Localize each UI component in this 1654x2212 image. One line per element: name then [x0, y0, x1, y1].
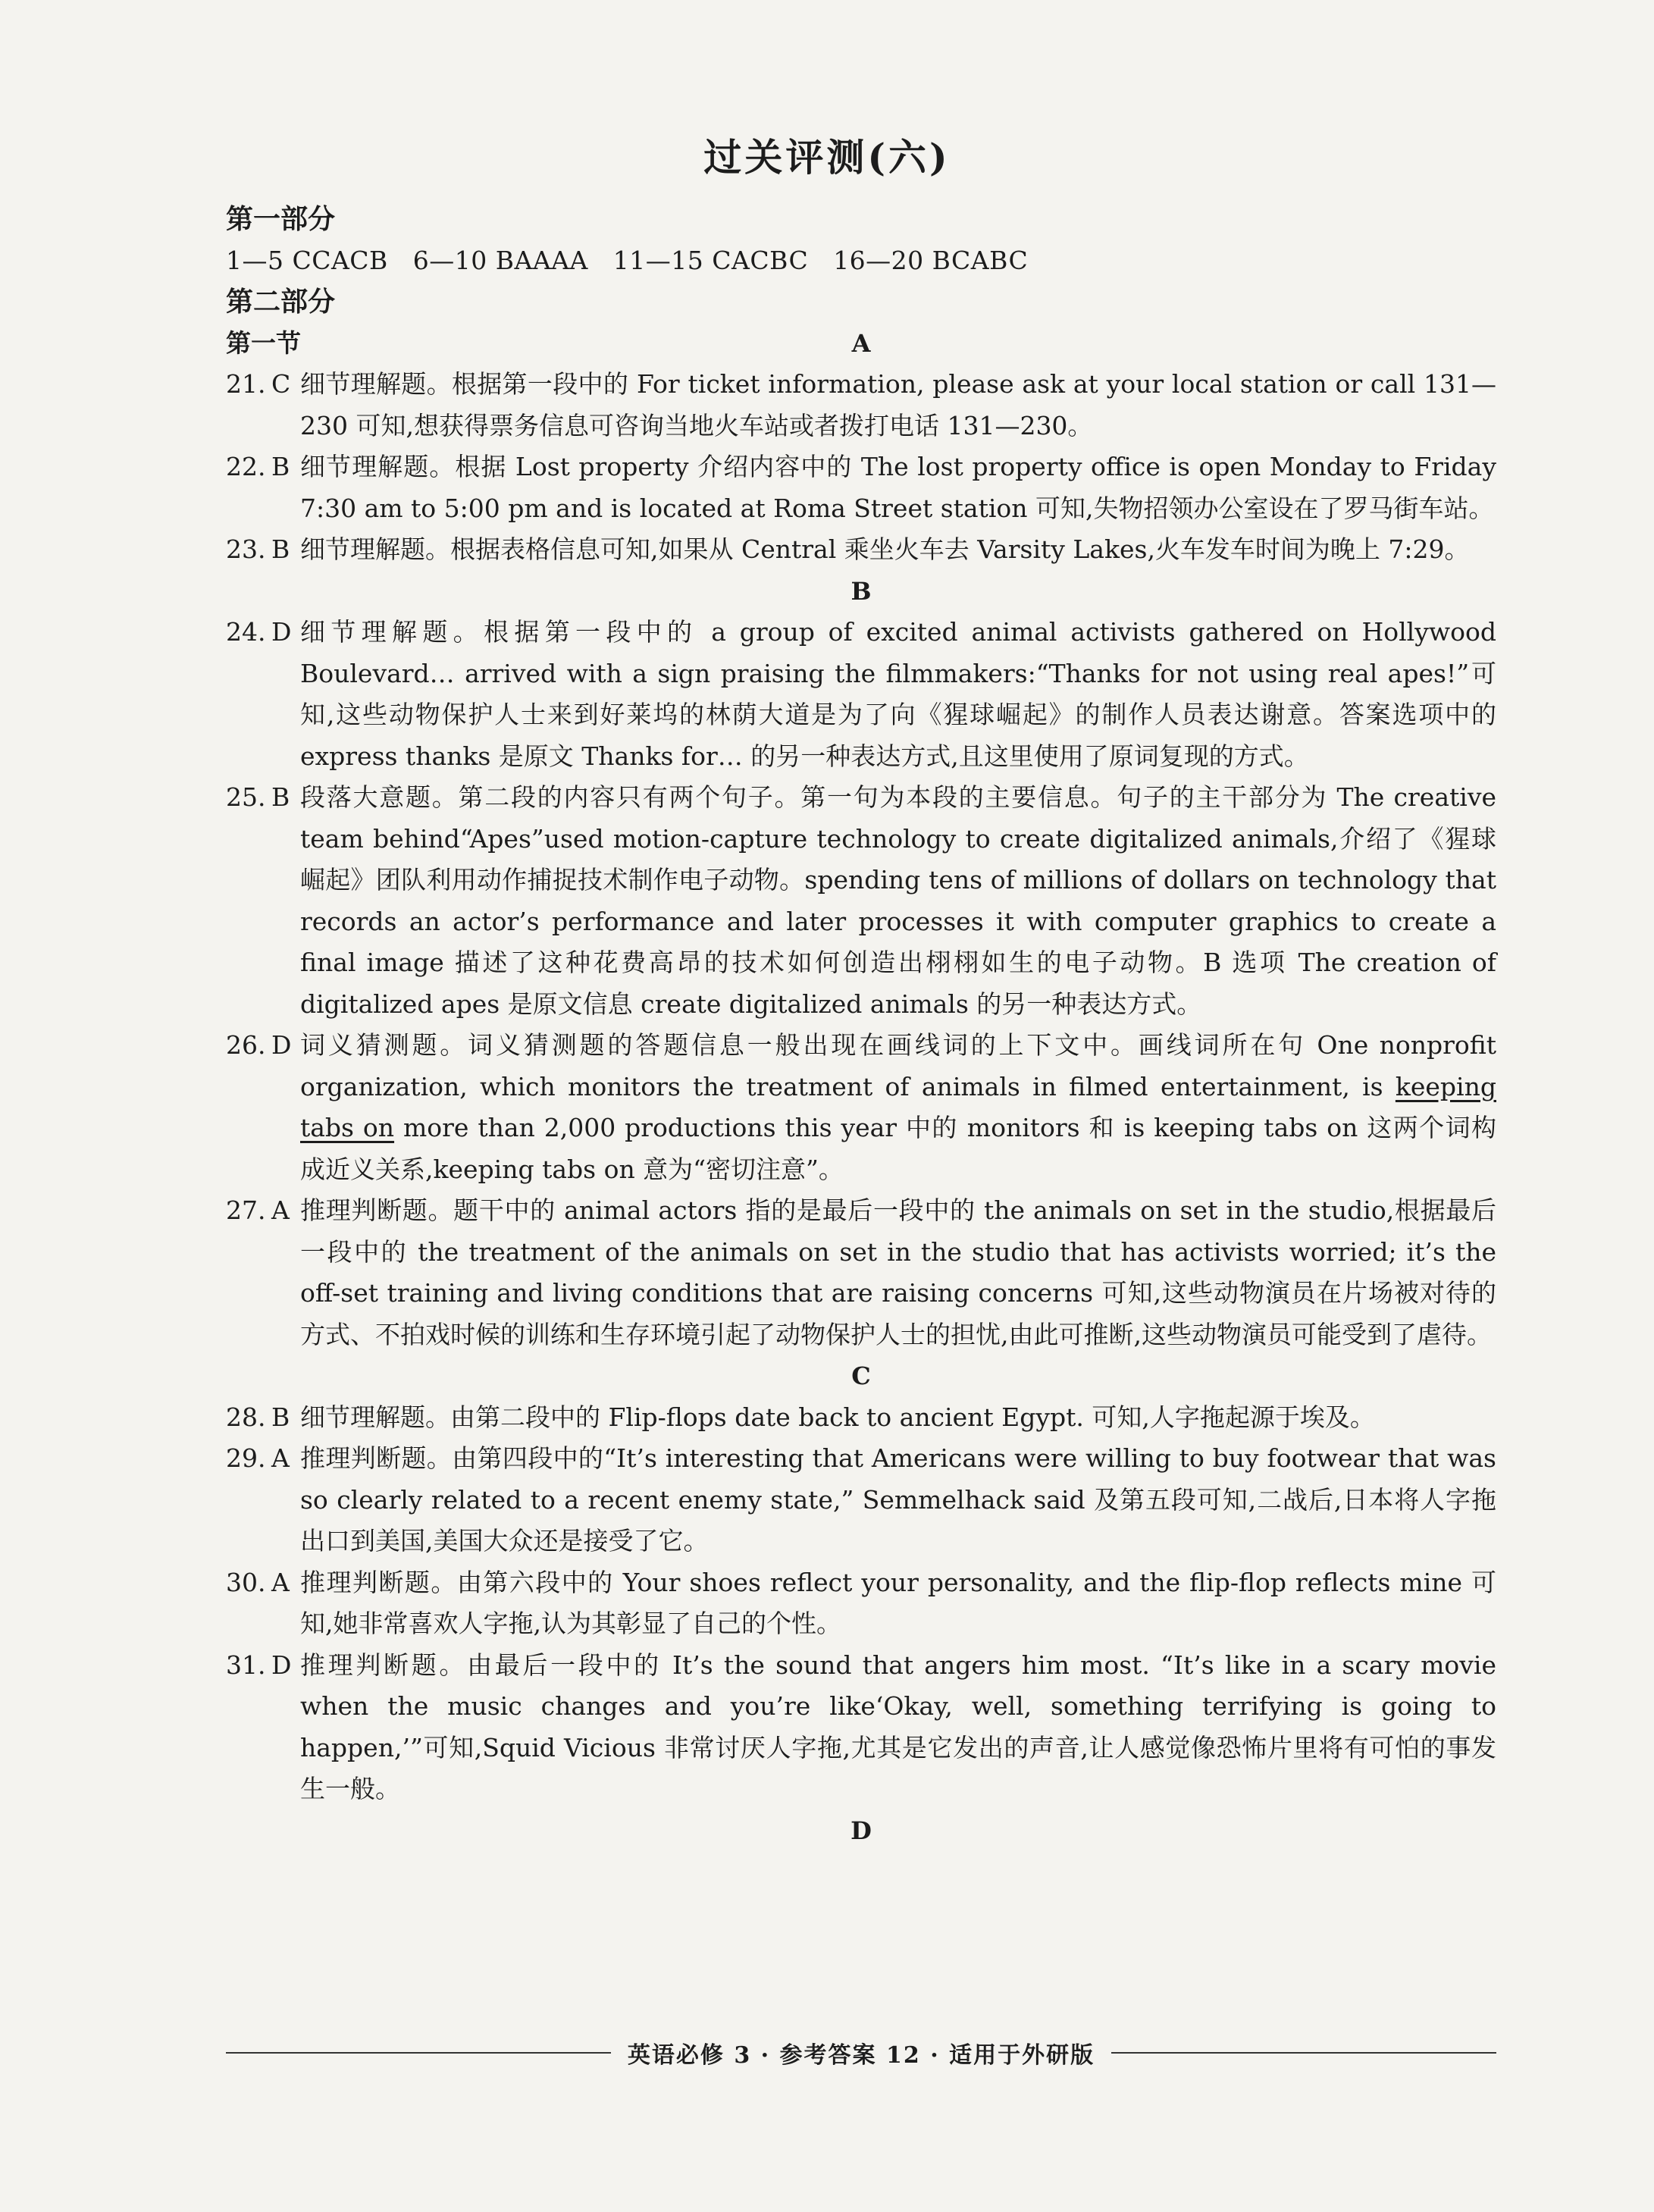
answer-item-30: [226, 1562, 1496, 1645]
explanation-text: 细节理解题。由第二段中的 Flip-flops date back to ancient Egypt. 可知,人字拖起源于埃及。: [300, 1402, 1375, 1432]
question-number: 21.: [226, 369, 266, 399]
answer-item-22: [226, 446, 1496, 529]
answer-letter: B: [271, 534, 290, 564]
answer-item-27: [226, 1190, 1496, 1355]
question-number: 30.: [226, 1567, 266, 1597]
answer-letter: B: [271, 782, 290, 812]
page-footer: [226, 2036, 1496, 2069]
explanation-text: 推理判断题。题干中的 animal actors 指的是最后一段中的 the animals on set in the studio,根据最后一段中的 the treatment of the animals on set in the studio that has activists worried; it’s the off-set training and living conditions that are raising concerns 可知,这些动物演员在片场被对待的方式、不拍戏时候的训练和生存环境引起了动物保护人士的担忧,由此可推断,这些动物演员可能受到了虐待。: [300, 1195, 1496, 1349]
passage-a-label: A: [851, 328, 871, 358]
explanation-text: 推理判断题。由第六段中的 Your shoes reflect your personality, and the flip-flop reflects mine 可知,她非常喜欢人字拖,认为其彰显了自己的个性。: [300, 1567, 1496, 1638]
section-row: [226, 323, 1496, 365]
answer-letter: A: [271, 1195, 290, 1225]
part1-heading: 第一部分: [226, 203, 336, 235]
question-number: 31.: [226, 1650, 266, 1680]
question-number: 25.: [226, 782, 266, 812]
part2-heading: 第二部分: [226, 286, 336, 318]
explanation-text: 细节理解题。根据第一段中的 a group of excited animal activists gathered on Hollywood Boulevard… arrived with a sign praising the filmmakers:“Thanks for not using real apes!”可知,这些动物保护人士来到好莱坞的林荫大道是为了向《猩球崛起》的制作人员表达谢意。答案选项中的 express thanks 是原文 Thanks for… 的另一种表达方式,且这里使用了原词复现的方式。: [300, 617, 1496, 771]
question-number: 26.: [226, 1030, 266, 1060]
answer-item-28: [226, 1397, 1496, 1439]
answer-item-24: [226, 612, 1496, 777]
answer-item-25: [226, 777, 1496, 1025]
explanation-text: 推理判断题。由最后一段中的 It’s the sound that angers him most. “It’s like in a scary movie when the music changes and you’re like‘Okay, well, something terrifying is going to happen,’”可知,Squid Vicious 非常讨厌人字拖,尤其是它发出的声音,让人感觉像恐怖片里将有可怕的事发生一般。: [300, 1650, 1496, 1803]
answer-letter: C: [271, 369, 291, 399]
explanation-text: [300, 1025, 1496, 1190]
question-number: 29.: [226, 1443, 266, 1473]
explanation-text-part2: more than 2,000 productions this year 中的 monitors 和 is keeping tabs on 这两个词构成近义关系,keeping tabs on 意为“密切注意”。: [300, 1113, 1496, 1184]
answer-letter: B: [271, 452, 290, 481]
passage-b-label: B: [850, 576, 872, 606]
answer-letter: A: [271, 1443, 290, 1473]
question-number: 23.: [226, 534, 266, 564]
explanation-text: 细节理解题。根据 Lost property 介绍内容中的 The lost property office is open Monday to Friday 7:30 am to 5:00 pm and is located at Roma Street station 可知,失物招领办公室设在了罗马街车站。: [300, 452, 1496, 523]
question-number: 27.: [226, 1195, 266, 1225]
explanation-text: 细节理解题。根据表格信息可知,如果从 Central 乘坐火车去 Varsity Lakes,火车发车时间为晚上 7:29。: [300, 534, 1470, 564]
explanation-text: 推理判断题。由第四段中的“It’s interesting that Americans were willing to buy footwear that was so clearly related to a recent enemy state,” Semmelhack said 及第五段可知,二战后,日本将人字拖出口到美国,美国大众还是接受了它。: [300, 1443, 1496, 1556]
passage-d-label: D: [850, 1816, 872, 1845]
explanation-text: 段落大意题。第二段的内容只有两个句子。第一句为本段的主要信息。句子的主干部分为 The creative team behind“Apes”used motion-capture technology to create digitalized animals,介绍了《猩球崛起》团队利用动作捕捉技术制作电子动物。spending tens of millions of dollars on technology that records an actor’s performance and later processes it with computer graphics to create a final image 描述了这种花费高昂的技术如何创造出栩栩如生的电子动物。B 选项 The creation of digitalized apes 是原文信息 create digitalized animals 的另一种表达方式。: [300, 782, 1496, 1019]
answer-letter: A: [271, 1567, 290, 1597]
question-number: 24.: [226, 617, 266, 647]
answer-item-31: [226, 1645, 1496, 1810]
answer-item-26: [226, 1025, 1496, 1190]
answer-letter: D: [271, 1030, 292, 1060]
explanation-text: 细节理解题。根据第一段中的 For ticket information, please ask at your local station or call 131—230 可知,想获得票务信息可咨询当地火车站或者拨打电话 131—230。: [300, 369, 1496, 440]
question-number: 28.: [226, 1402, 266, 1432]
answer-item-29: [226, 1438, 1496, 1562]
underlined-phrase: keeping tabs on: [300, 1071, 1496, 1142]
answer-content: [226, 199, 1496, 1851]
footer-rule-right: [1111, 2052, 1496, 2054]
footer-text: 英语必修 3 · 参考答案 12 · 适用于外研版: [627, 2042, 1095, 2069]
section-heading: 第一节: [226, 327, 301, 358]
explanation-text-part1: 词义猜测题。词义猜测题的答题信息一般出现在画线词的上下文中。画线词所在句 One nonprofit organization, which monitors the treatment of animals in filmed entertainment, is: [300, 1030, 1496, 1101]
answer-letter: D: [271, 1650, 292, 1680]
answer-letter: D: [271, 617, 292, 647]
part1-answer-keys: 1—5 CCACB 6—10 BAAAA 11—15 CACBC 16—20 BCABC: [226, 245, 1029, 275]
question-number: 22.: [226, 452, 266, 481]
passage-c-label: C: [851, 1361, 871, 1390]
footer-rule-left: [226, 2052, 611, 2054]
answer-item-21: [226, 364, 1496, 446]
answer-item-23: [226, 529, 1496, 571]
page-title: 过关评测(六): [703, 135, 951, 180]
answer-letter: B: [271, 1402, 290, 1432]
